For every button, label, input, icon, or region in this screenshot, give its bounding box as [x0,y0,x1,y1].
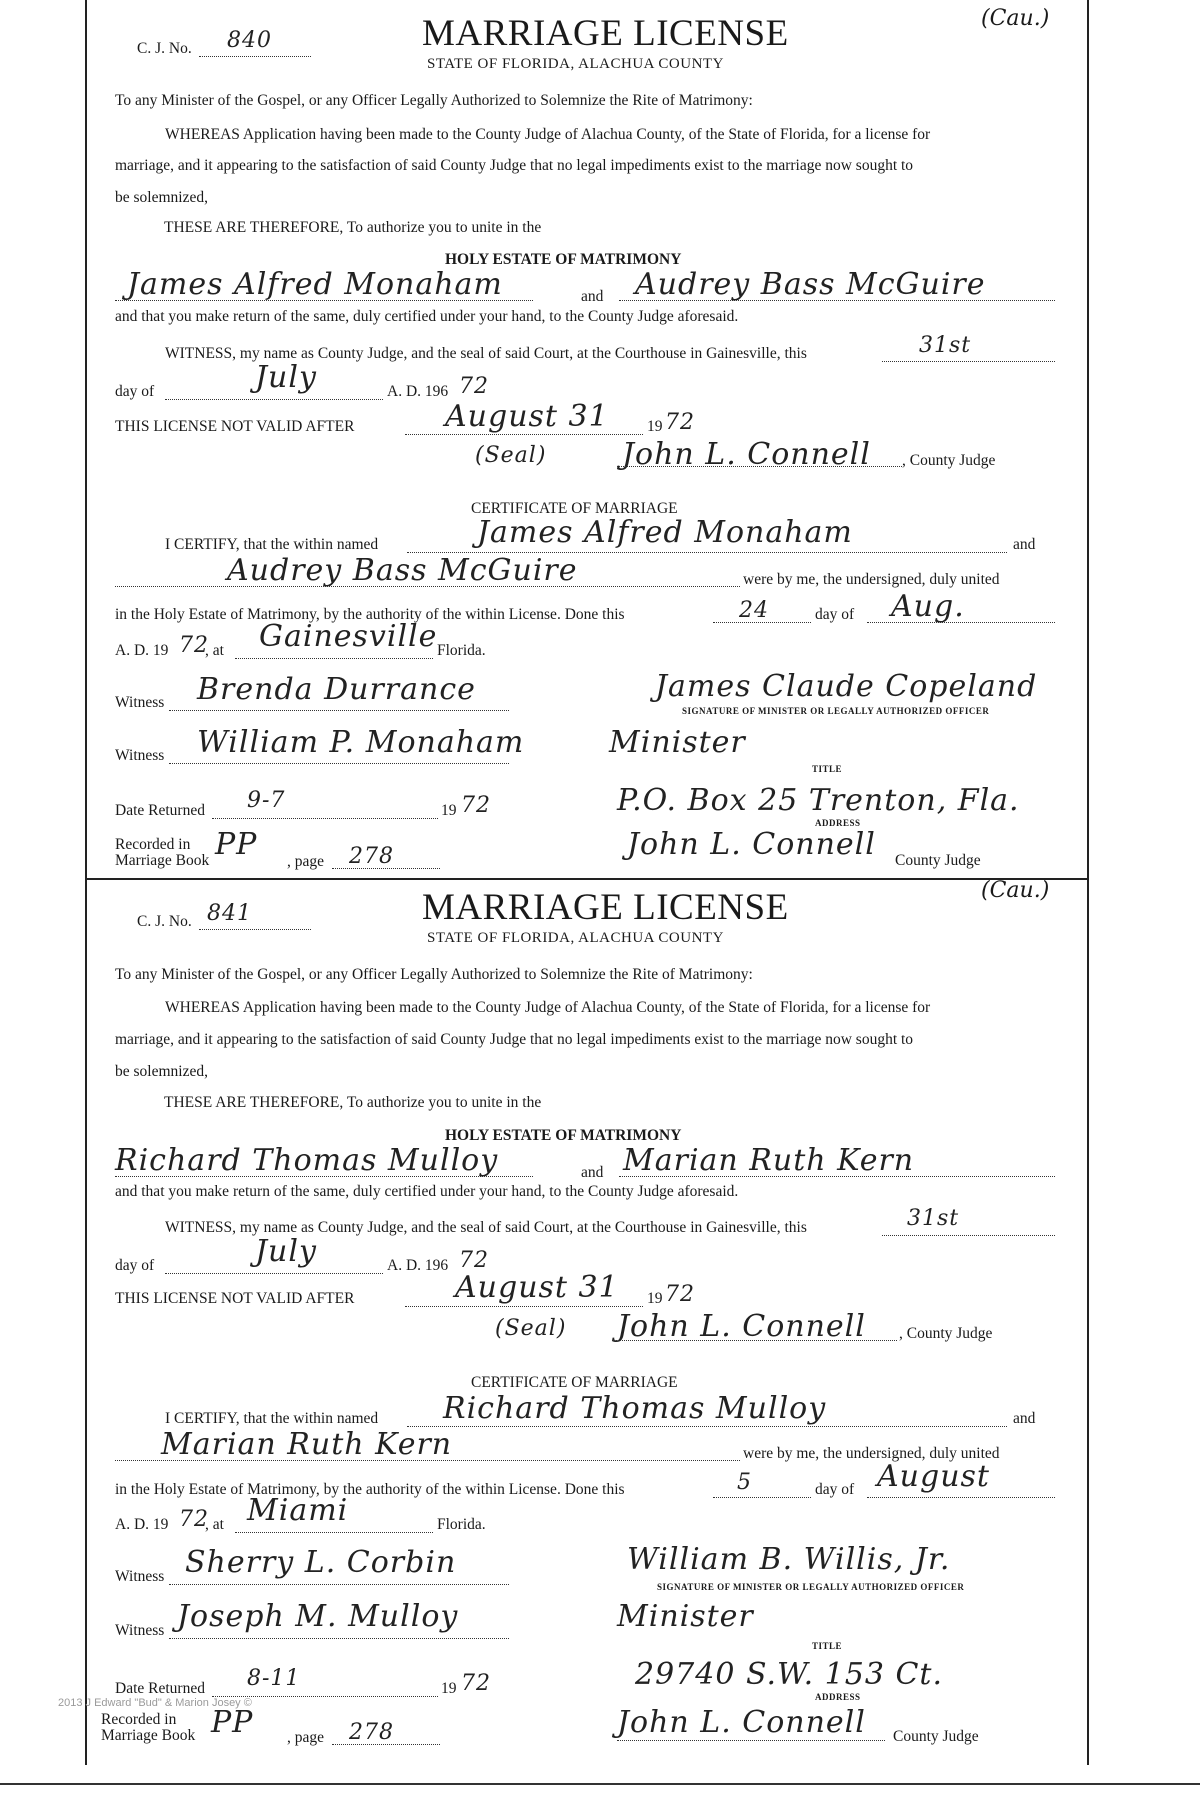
day-of-label: day of [115,383,155,400]
license-subtitle: STATE OF FLORIDA, ALACHUA COUNTY [427,56,724,72]
cert-groom-dots [407,1426,1007,1427]
cj-label: C. J. No. [137,40,192,57]
whereas-line-3: be solemnized, [115,189,208,206]
florida-label: Florida. [437,642,486,659]
page-label: , page [287,853,325,870]
judge-dots-2 [617,1740,885,1741]
officiant-signature: William B. Willis, Jr. [627,1542,951,1577]
county-judge-label-2: County Judge [893,1728,979,1745]
witness-2-label: Witness [115,747,165,764]
ad-year-handwritten: 72 [459,374,489,399]
recorded-in-label: Recorded in [115,836,191,853]
ad-label: A. D. 19 [387,1257,441,1274]
cert-groom-name: Richard Thomas Mulloy [443,1391,827,1426]
page-label: , page [287,1729,325,1746]
title-label: TITLE [812,764,843,774]
done-day: 5 [737,1470,752,1495]
witness-day-dots [882,1235,1055,1236]
county-judge-label: , County Judge [899,1325,993,1342]
month-dots [165,399,383,400]
officiant-title: Minister [617,1599,754,1634]
cj-number: 840 [227,28,272,53]
holy-estate-heading: HOLY ESTATE OF MATRIMONY [445,1127,682,1144]
date-returned-label: Date Returned [115,1680,205,1697]
license-month: July [255,360,317,395]
groom-name: James Alfred Monaham [127,267,503,302]
judge-signature: John L. Connell [617,1309,866,1344]
license-separator [87,878,1087,880]
to-any-minister: To any Minister of the Gospel, or any Officer Legally Authorized to Solemnize the Rite of Matrimony: [115,92,753,109]
copyright-notice: 2013 J Edward "Bud" & Marion Josey © [58,1697,252,1709]
license-subtitle: STATE OF FLORIDA, ALACHUA COUNTY [427,930,724,946]
judge-signature-2: John L. Connell [627,827,876,862]
ad-year-printed: 6 [440,383,449,400]
date-returned-label: Date Returned [115,802,205,819]
cert-bride-name: Audrey Bass McGuire [227,553,578,588]
not-valid-date: August 31 [445,399,609,434]
ad-year-2: 72 [179,1507,209,1532]
license-title: MARRIAGE LICENSE [422,887,789,928]
witness-2-label: Witness [115,1622,165,1639]
not-valid-year-prefix: 19 [647,1290,663,1307]
officiant-address: 29740 S.W. 153 Ct. [635,1657,943,1692]
returned-year: 72 [461,1671,491,1696]
not-valid-year: 72 [665,410,695,435]
return-line: and that you make return of the same, duly certified under your hand, to the County Judge aforesaid. [115,1183,739,1200]
witness-day: 31st [907,1206,960,1231]
witness-line: WITNESS, my name as County Judge, and the seal of said Court, at the Courthouse in Gainesville, this [165,1219,807,1236]
returned-year-prefix: 19 [441,1680,457,1697]
bride-name: Marian Ruth Kern [623,1143,915,1178]
signature-label: SIGNATURE OF MINISTER OR LEGALLY AUTHORIZED OFFICER [657,1582,965,1592]
officiant-signature: James Claude Copeland [655,669,1038,704]
place-dots [235,1532,433,1533]
place-dots [235,658,433,659]
return-line: and that you make return of the same, duly certified under your hand, to the County Judge aforesaid. [115,308,739,325]
cj-label: C. J. No. [137,913,192,930]
day-of-label-2: day of [815,606,855,623]
cert-and-label: and [1013,536,1036,553]
cj-number: 841 [207,901,252,926]
marriage-place: Gainesville [259,619,438,654]
ad-year-handwritten: 72 [459,1248,489,1273]
address-label: ADDRESS [815,818,861,828]
returned-year-prefix: 19 [441,802,457,819]
license-month: July [255,1234,317,1269]
united-label: were by me, the undersigned, duly united [743,1445,1000,1462]
date-returned: 9-7 [247,788,286,813]
witness-1-dots [169,710,509,711]
county-judge-label-2: County Judge [895,852,981,869]
certify-label: I CERTIFY, that the within named [165,1410,379,1427]
witness-1-label: Witness [115,1568,165,1585]
judge-dots [617,466,902,467]
month-dots [165,1273,383,1274]
signature-label: SIGNATURE OF MINISTER OR LEGALLY AUTHORIZED OFFICER [682,706,990,716]
address-label: ADDRESS [815,1692,861,1702]
witness-line: WITNESS, my name as County Judge, and the seal of said Court, at the Courthouse in Gainesville, this [165,345,807,362]
cj-dots [199,929,311,930]
whereas-line-2: marriage, and it appearing to the satisfaction of said County Judge that no legal impediments exist to the marriage now sought to [115,1031,914,1048]
corner-notation: (Cau.) [981,878,1050,903]
title-label: TITLE [812,1641,843,1651]
cj-dots [199,56,311,57]
not-valid-dots [405,434,643,435]
whereas-line-1: WHEREAS Application having been made to the County Judge of Alachua County, of the State of Florida, for a license for [165,999,931,1016]
ad-year-2: 72 [179,633,209,658]
recorded-in-label: Recorded in [101,1711,177,1728]
done-month: August [877,1459,990,1494]
marriage-book-label: Marriage Book [115,852,210,869]
united-label: were by me, the undersigned, duly united [743,571,1000,588]
done-day-dots [713,1497,811,1498]
returned-year: 72 [461,793,491,818]
witness-2-dots [169,1638,509,1639]
day-of-label: day of [115,1257,155,1274]
not-valid-year: 72 [665,1282,695,1307]
page-number: 278 [349,1720,394,1745]
judge-signature: John L. Connell [622,437,871,472]
corner-notation: (Cau.) [981,6,1050,31]
license-title: MARRIAGE LICENSE [422,13,789,54]
license-sheet [85,0,1089,1765]
ad-year-printed: 6 [440,1257,449,1274]
and-label: and [581,288,604,305]
not-valid-dots [405,1306,643,1307]
not-valid-year-prefix: 19 [647,418,663,435]
at-label: , at [205,1516,224,1533]
seal-notation: (Seal) [495,1316,567,1341]
page-bottom-border [0,1783,1200,1785]
these-are-therefore: THESE ARE THEREFORE, To authorize you to unite in the [164,219,542,236]
county-judge-label: , County Judge [902,452,996,469]
witness-day-dots [882,361,1055,362]
witness-1-name: Brenda Durrance [197,672,476,707]
seal-notation: (Seal) [475,443,547,468]
day-of-label-2: day of [815,1481,855,1498]
ad-label: A. D. 19 [387,383,441,400]
done-month: Aug. [891,589,965,624]
witness-2-name: Joseph M. Mulloy [177,1599,459,1634]
officiant-address: P.O. Box 25 Trenton, Fla. [617,783,1020,818]
bride-name: Audrey Bass McGuire [635,267,986,302]
holy-estate-line: in the Holy Estate of Matrimony, by the authority of the within License. Done this [115,1481,625,1498]
judge-dots [613,1340,897,1341]
book-code: PP [215,827,258,862]
at-label: , at [205,642,224,659]
book-code: PP [211,1705,254,1740]
cert-groom-name: James Alfred Monaham [477,515,853,550]
ad-label-2: A. D. 19 [115,642,169,659]
witness-day: 31st [919,333,972,358]
not-valid-label: THIS LICENSE NOT VALID AFTER [115,418,355,435]
florida-label: Florida. [437,1516,486,1533]
cert-bride-name: Marian Ruth Kern [161,1427,453,1462]
done-month-dots [867,1497,1055,1498]
certificate-title: CERTIFICATE OF MARRIAGE [471,500,678,517]
page-number: 278 [349,844,394,869]
to-any-minister: To any Minister of the Gospel, or any Officer Legally Authorized to Solemnize the Rite of Matrimony: [115,966,753,983]
ad-label-2: A. D. 19 [115,1516,169,1533]
done-day: 24 [739,598,769,623]
marriage-book-label: Marriage Book [101,1727,196,1744]
witness-2-dots [169,763,509,764]
date-returned-dots [212,818,438,819]
not-valid-date: August 31 [455,1270,619,1305]
officiant-title: Minister [609,725,746,760]
these-are-therefore: THESE ARE THEREFORE, To authorize you to unite in the [164,1094,542,1111]
witness-1-dots [169,1584,509,1585]
date-returned: 8-11 [247,1666,301,1691]
witness-2-name: William P. Monaham [197,725,525,760]
whereas-line-1: WHEREAS Application having been made to the County Judge of Alachua County, of the State of Florida, for a license for [165,126,931,143]
cert-and-label: and [1013,1410,1036,1427]
holy-estate-heading: HOLY ESTATE OF MATRIMONY [445,251,682,268]
judge-signature-2: John L. Connell [617,1705,866,1740]
whereas-line-2: marriage, and it appearing to the satisfaction of said County Judge that no legal impediments exist to the marriage now sought to [115,157,914,174]
witness-1-label: Witness [115,694,165,711]
and-label: and [581,1164,604,1181]
not-valid-label: THIS LICENSE NOT VALID AFTER [115,1290,355,1307]
holy-estate-line: in the Holy Estate of Matrimony, by the authority of the within License. Done this [115,606,625,623]
groom-name: Richard Thomas Mulloy [115,1143,499,1178]
witness-1-name: Sherry L. Corbin [185,1545,457,1580]
certificate-title: CERTIFICATE OF MARRIAGE [471,1374,678,1391]
certify-label: I CERTIFY, that the within named [165,536,379,553]
whereas-line-3: be solemnized, [115,1063,208,1080]
marriage-place: Miami [247,1493,349,1528]
